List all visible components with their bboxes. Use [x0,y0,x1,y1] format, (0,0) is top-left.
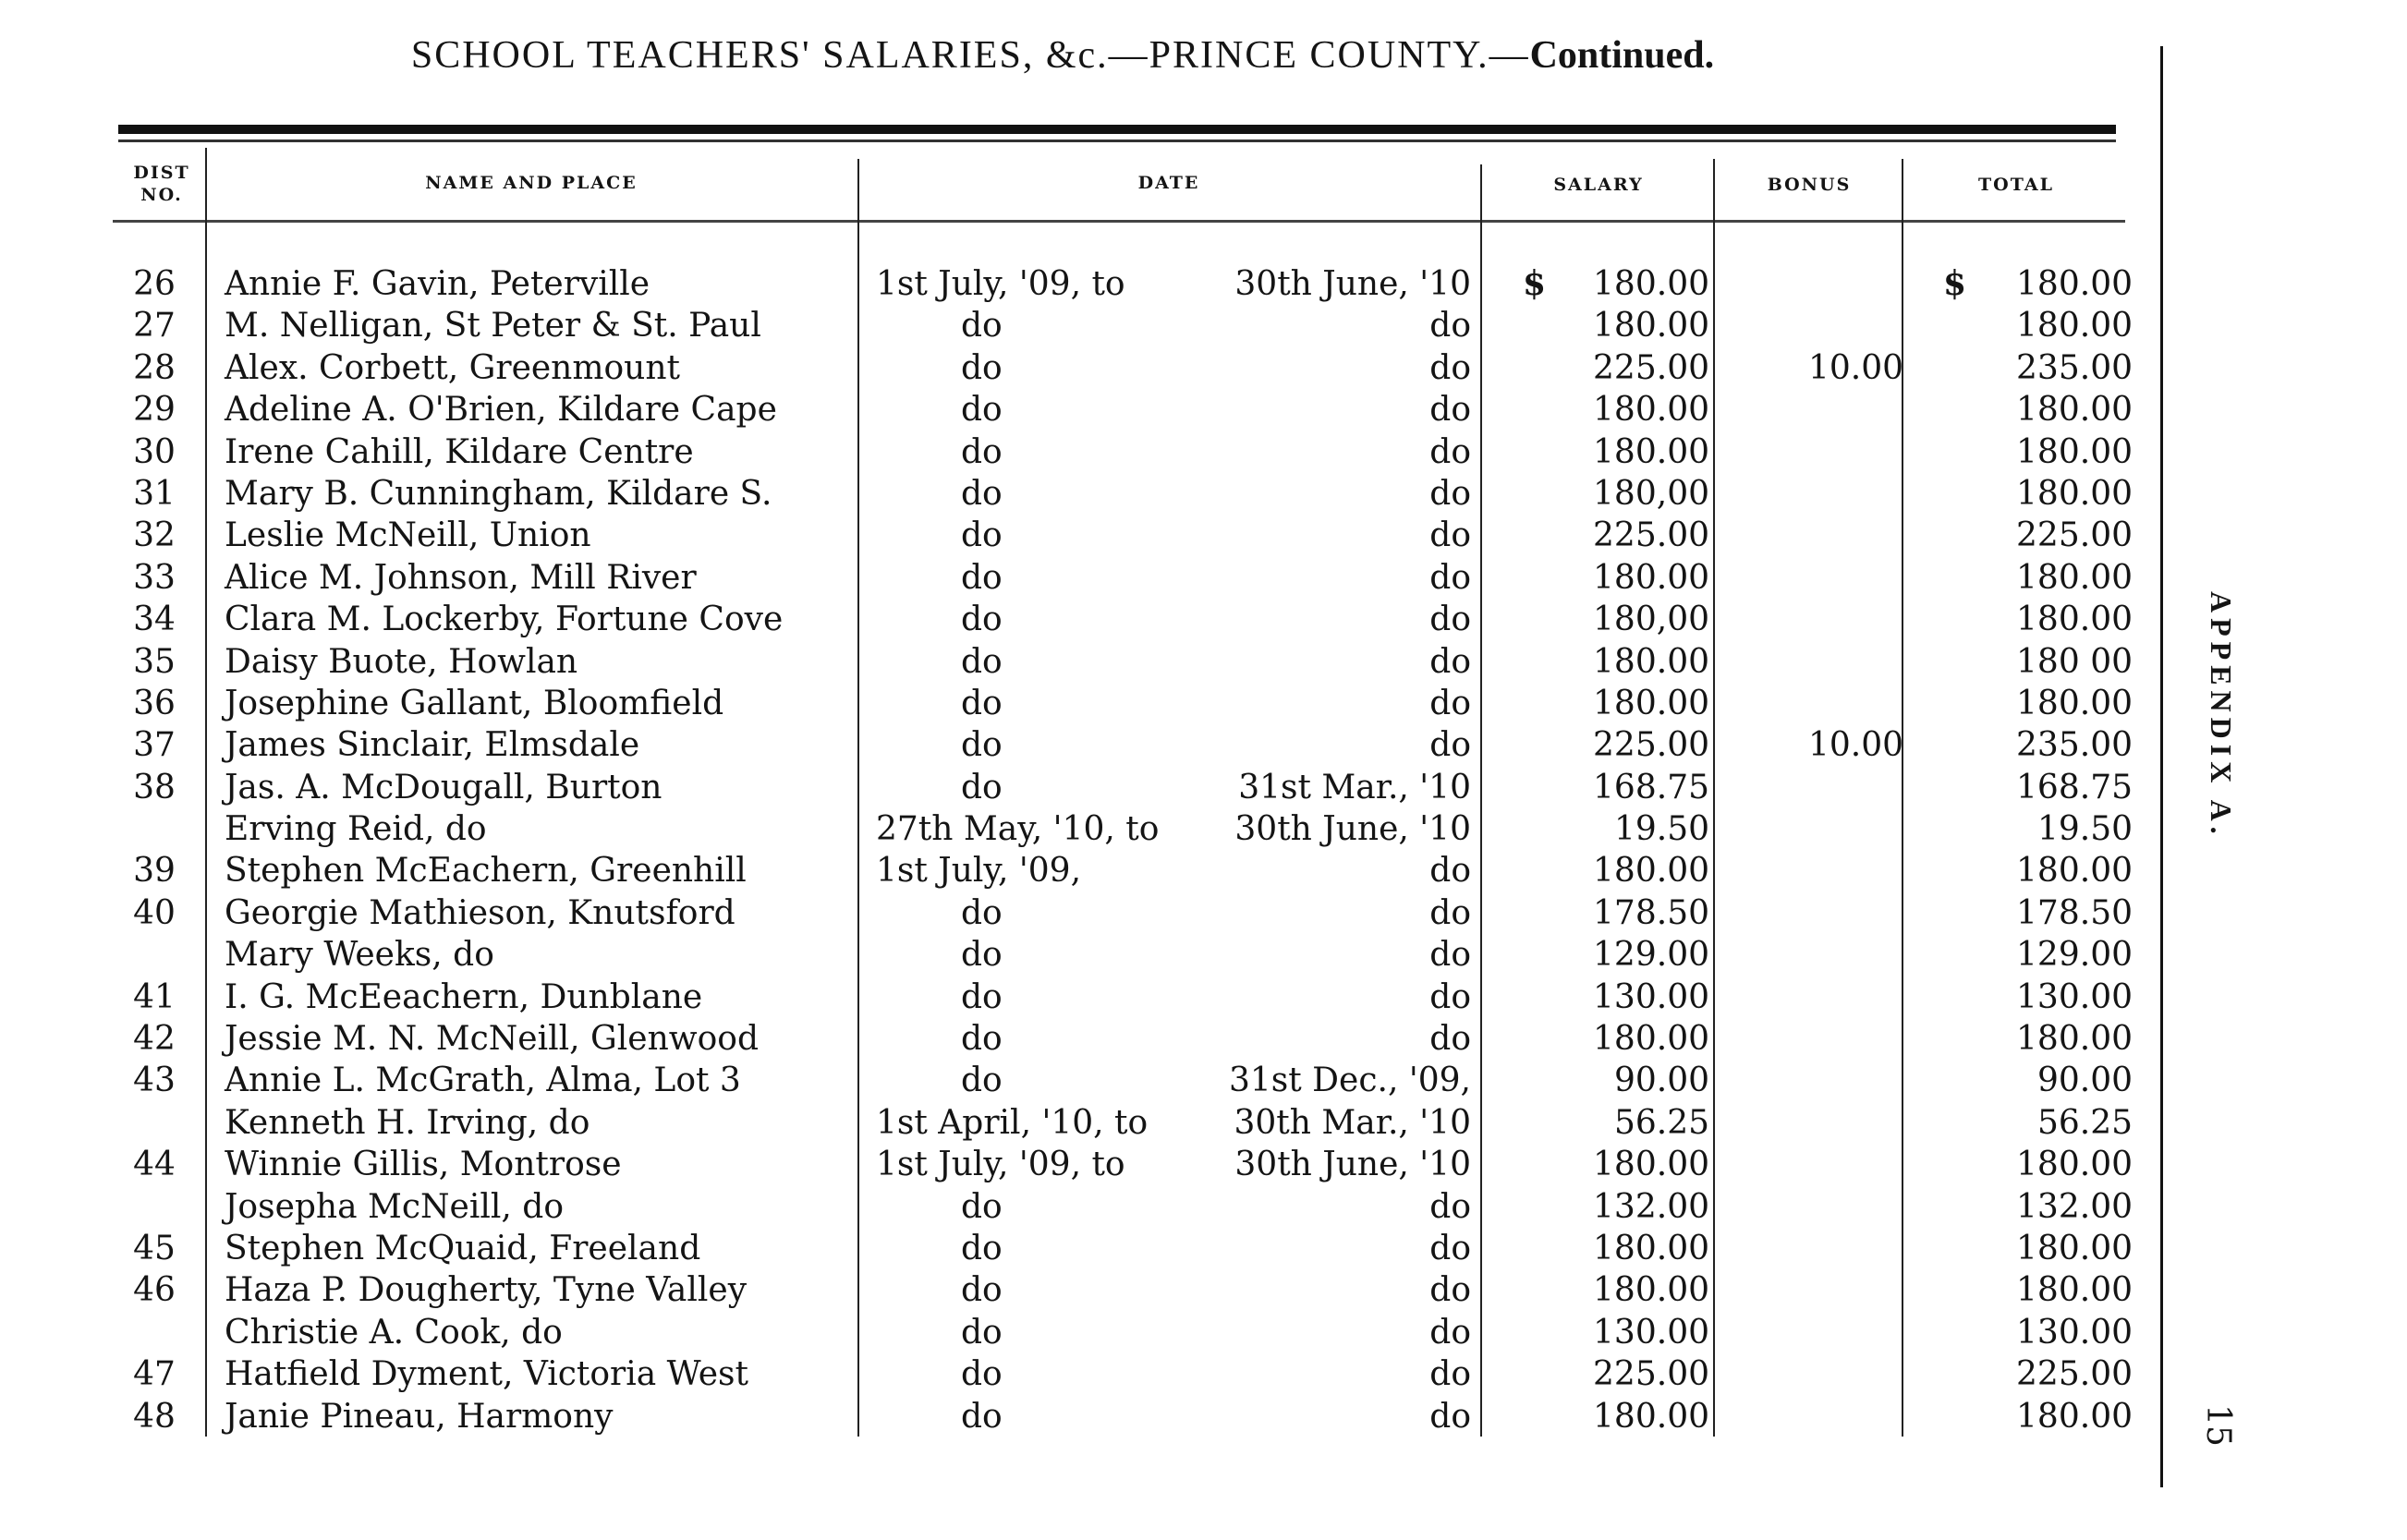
dist-no-cell: 26 [133,265,176,303]
name-place-cell: Alice M. Johnson, Mill River [225,558,697,597]
header-salary: SALARY [1553,175,1644,195]
name-place-cell: Jessie M. N. McNeill, Glenwood [225,1020,760,1059]
name-place-cell: Georgie Mathieson, Knutsford [225,893,735,932]
salary-cell: 180.00 [1593,391,1709,430]
header-thick-rule [118,125,2116,134]
name-place-cell: Erving Reid, do [225,810,487,849]
name-place-cell: Annie L. McGrath, Alma, Lot 3 [225,1061,741,1100]
table-row [0,347,2407,389]
date-to-cell: 31st Mar., '10 [1238,768,1471,806]
dist-no-cell: 27 [133,307,176,346]
name-place-cell: Alex. Corbett, Greenmount [225,348,681,387]
dist-no-cell: 44 [133,1146,176,1184]
date-from-cell: do [961,348,1003,387]
table-row [0,1396,2407,1437]
page-number: 15 [2199,1404,2237,1447]
salary-cell: 180.00 [1593,1229,1709,1267]
total-cell: 168.75 [2016,768,2133,806]
dist-no-cell: 43 [133,1061,176,1100]
total-cell: 180.00 [2016,265,2133,303]
bonus-cell: 10.00 [1807,726,1903,765]
table-row [0,263,2407,305]
total-cell: 235.00 [2016,726,2133,765]
salary-cell: 180,00 [1593,474,1709,513]
table-row [0,473,2407,515]
name-place-cell: Irene Cahill, Kildare Centre [225,432,694,471]
date-from-cell: do [961,432,1003,471]
dist-no-cell: 32 [133,516,176,555]
date-from-cell: do [961,936,1003,975]
salary-cell: 180.00 [1593,432,1709,471]
date-from-cell: do [961,307,1003,346]
name-place-cell: Leslie McNeill, Union [225,516,591,555]
dist-no-cell: 37 [133,726,176,765]
date-from-cell: do [961,642,1003,681]
table-row [0,892,2407,934]
table-row [0,557,2407,599]
total-cell: 225.00 [2016,1355,2133,1394]
date-to-cell: do [1429,977,1471,1016]
header-name-place: NAME AND PLACE [425,173,638,193]
date-to-cell: do [1429,558,1471,597]
total-cell: 180.00 [2016,307,2133,346]
date-from-cell: do [961,474,1003,513]
total-cell: 180.00 [2016,600,2133,639]
dist-no-cell: 34 [133,600,176,639]
dist-no-cell: 29 [133,391,176,430]
date-from-cell: do [961,1397,1003,1436]
name-place-cell: Annie F. Gavin, Peterville [225,265,650,303]
date-from-cell: do [961,1313,1003,1352]
salary-cell: 180.00 [1593,558,1709,597]
header-total: TOTAL [1978,175,2054,195]
date-to-cell: do [1429,474,1471,513]
total-cell: 180.00 [2016,1020,2133,1059]
table-row [0,1312,2407,1353]
table-row [0,599,2407,640]
header-bonus: BONUS [1767,175,1852,195]
date-to-cell: do [1429,1271,1471,1310]
salary-cell: 178.50 [1593,893,1709,932]
date-to-cell: do [1429,726,1471,765]
date-to-cell: 31st Dec., '09, [1228,1061,1471,1100]
salary-cell: 180.00 [1593,1020,1709,1059]
date-to-cell: 30th June, '10 [1234,265,1471,303]
name-place-cell: Christie A. Cook, do [225,1313,563,1352]
salary-cell: 225.00 [1593,726,1709,765]
date-to-cell: do [1429,516,1471,555]
dist-no-cell: 47 [133,1355,176,1394]
name-place-cell: Josepha McNeill, do [225,1187,564,1226]
dist-no-cell: 48 [133,1397,176,1436]
header-dist-label: DIST [133,163,190,183]
salary-cell: 180.00 [1593,852,1709,891]
total-cell: 180.00 [2016,391,2133,430]
table-row [0,1269,2407,1311]
total-cell: 180.00 [2016,432,2133,471]
salary-cell: 130.00 [1593,977,1709,1016]
salary-cell: 180.00 [1593,1397,1709,1436]
title-continued: Continued. [1529,34,1715,77]
total-cell: 132.00 [2016,1187,2133,1226]
header-date: DATE [1137,173,1200,193]
table-row [0,1228,2407,1269]
dist-no-cell: 28 [133,348,176,387]
header-thin-rule [118,139,2116,142]
table-row [0,1353,2407,1395]
date-to-cell: do [1429,1355,1471,1394]
page-title [0,33,2125,78]
total-cell: 180.00 [2016,1271,2133,1310]
dist-no-cell: 30 [133,432,176,471]
title-main: SCHOOL TEACHERS' SALARIES, &c.—PRINCE COUNTY.— [410,34,1530,77]
date-from-cell: do [961,768,1003,806]
salary-dollar-sign: $ [1523,264,1547,303]
table-row [0,683,2407,724]
salary-cell: 19.50 [1613,810,1709,849]
date-to-cell: do [1429,642,1471,681]
date-to-cell: do [1429,1020,1471,1059]
name-place-cell: Winnie Gillis, Montrose [225,1146,622,1184]
table-row [0,641,2407,683]
total-cell: 130.00 [2016,977,2133,1016]
header-no-label: NO. [140,185,183,205]
dist-no-cell: 40 [133,893,176,932]
dist-no-cell: 41 [133,977,176,1016]
dist-no-cell: 45 [133,1229,176,1267]
table-row [0,431,2407,473]
name-place-cell: Stephen McQuaid, Freeland [225,1229,701,1267]
total-cell: 180.00 [2016,852,2133,891]
salary-cell: 225.00 [1593,516,1709,555]
name-place-cell: Mary B. Cunningham, Kildare S. [225,474,772,513]
date-to-cell: do [1429,893,1471,932]
date-from-cell: do [961,726,1003,765]
salary-cell: 129.00 [1593,936,1709,975]
total-cell: 180 00 [2016,642,2133,681]
dist-no-cell: 35 [133,642,176,681]
date-to-cell: 30th Mar., '10 [1234,1103,1471,1142]
date-from-cell: do [961,1271,1003,1310]
total-cell: 180.00 [2016,1397,2133,1436]
name-place-cell: Josephine Gallant, Bloomfield [225,684,724,722]
date-to-cell: do [1429,1187,1471,1226]
name-place-cell: Stephen McEachern, Greenhill [225,852,747,891]
salary-table-body [0,263,2407,1437]
table-row [0,1186,2407,1228]
salary-cell: 180.00 [1593,684,1709,722]
total-cell: 90.00 [2036,1061,2133,1100]
date-from-cell: do [961,391,1003,430]
salary-cell: 225.00 [1593,348,1709,387]
salary-cell: 168.75 [1593,768,1709,806]
table-row [0,850,2407,891]
table-row [0,767,2407,808]
date-to-cell: do [1429,1229,1471,1267]
date-to-cell: 30th June, '10 [1234,810,1471,849]
date-from-cell: 1st July, '09, to [876,1146,1125,1184]
dist-no-cell: 33 [133,558,176,597]
name-place-cell: James Sinclair, Elmsdale [225,726,640,765]
dist-no-cell: 39 [133,852,176,891]
table-row [0,1018,2407,1060]
header-dist-no [129,162,194,206]
date-from-cell: do [961,600,1003,639]
salary-cell: 132.00 [1593,1187,1709,1226]
dist-no-cell: 38 [133,768,176,806]
date-to-cell: do [1429,684,1471,722]
date-from-cell: do [961,1187,1003,1226]
table-row [0,976,2407,1018]
date-from-cell: 27th May, '10, to [876,810,1160,849]
date-to-cell: do [1429,348,1471,387]
date-to-cell: do [1429,391,1471,430]
table-row [0,724,2407,766]
salary-cell: 90.00 [1613,1061,1709,1100]
table-row [0,934,2407,976]
salary-cell: 225.00 [1593,1355,1709,1394]
salary-cell: 130.00 [1593,1313,1709,1352]
total-cell: 235.00 [2016,348,2133,387]
date-to-cell: do [1429,852,1471,891]
salary-cell: 180.00 [1593,1271,1709,1310]
table-row [0,1102,2407,1144]
name-place-cell: Adeline A. O'Brien, Kildare Cape [225,391,777,430]
date-to-cell: do [1429,1313,1471,1352]
date-to-cell: do [1429,432,1471,471]
date-from-cell: do [961,893,1003,932]
name-place-cell: I. G. McEeachern, Dunblane [225,977,703,1016]
date-from-cell: do [961,516,1003,555]
salary-cell: 180,00 [1593,600,1709,639]
salary-cell: 56.25 [1613,1103,1709,1142]
bonus-cell: 10.00 [1807,348,1903,387]
date-to-cell: do [1429,307,1471,346]
total-cell: 129.00 [2016,936,2133,975]
name-place-cell: Mary Weeks, do [225,936,494,975]
name-place-cell: Clara M. Lockerby, Fortune Cove [225,600,784,639]
total-cell: 180.00 [2016,1146,2133,1184]
dist-no-cell: 42 [133,1020,176,1059]
date-from-cell: do [961,684,1003,722]
date-from-cell: do [961,977,1003,1016]
total-dollar-sign: $ [1943,264,1967,303]
dist-no-cell: 36 [133,684,176,722]
appendix-label: APPENDIX A. [2205,591,2238,840]
total-cell: 180.00 [2016,684,2133,722]
table-row [0,305,2407,346]
total-cell: 178.50 [2016,893,2133,932]
name-place-cell: Kenneth H. Irving, do [225,1103,590,1142]
total-cell: 19.50 [2036,810,2133,849]
total-cell: 180.00 [2016,558,2133,597]
total-cell: 180.00 [2016,474,2133,513]
name-place-cell: M. Nelligan, St Peter & St. Paul [225,307,761,346]
total-cell: 225.00 [2016,516,2133,555]
date-from-cell: do [961,558,1003,597]
date-to-cell: do [1429,936,1471,975]
total-cell: 130.00 [2016,1313,2133,1352]
date-from-cell: do [961,1229,1003,1267]
date-from-cell: 1st July, '09, to [876,265,1125,303]
date-from-cell: do [961,1020,1003,1059]
table-row [0,808,2407,850]
name-place-cell: Haza P. Dougherty, Tyne Valley [225,1271,748,1310]
header-bottom-rule [113,220,2125,223]
total-cell: 56.25 [2036,1103,2133,1142]
name-place-cell: Jas. A. McDougall, Burton [225,768,663,806]
date-from-cell: do [961,1061,1003,1100]
date-from-cell: do [961,1355,1003,1394]
date-from-cell: 1st April, '10, to [876,1103,1149,1142]
name-place-cell: Janie Pineau, Harmony [225,1397,614,1436]
salary-cell: 180.00 [1593,642,1709,681]
date-from-cell: 1st July, '09, [876,852,1082,891]
date-to-cell: do [1429,600,1471,639]
name-place-cell: Hatfield Dyment, Victoria West [225,1355,748,1394]
date-to-cell: do [1429,1397,1471,1436]
date-to-cell: 30th June, '10 [1234,1146,1471,1184]
table-row [0,389,2407,430]
table-row [0,1060,2407,1101]
table-row [0,1144,2407,1185]
salary-cell: 180.00 [1593,307,1709,346]
salary-cell: 180.00 [1593,1146,1709,1184]
dist-no-cell: 31 [133,474,176,513]
table-row [0,515,2407,556]
total-cell: 180.00 [2016,1229,2133,1267]
dist-no-cell: 46 [133,1271,176,1310]
salary-cell: 180.00 [1593,265,1709,303]
name-place-cell: Daisy Buote, Howlan [225,642,578,681]
